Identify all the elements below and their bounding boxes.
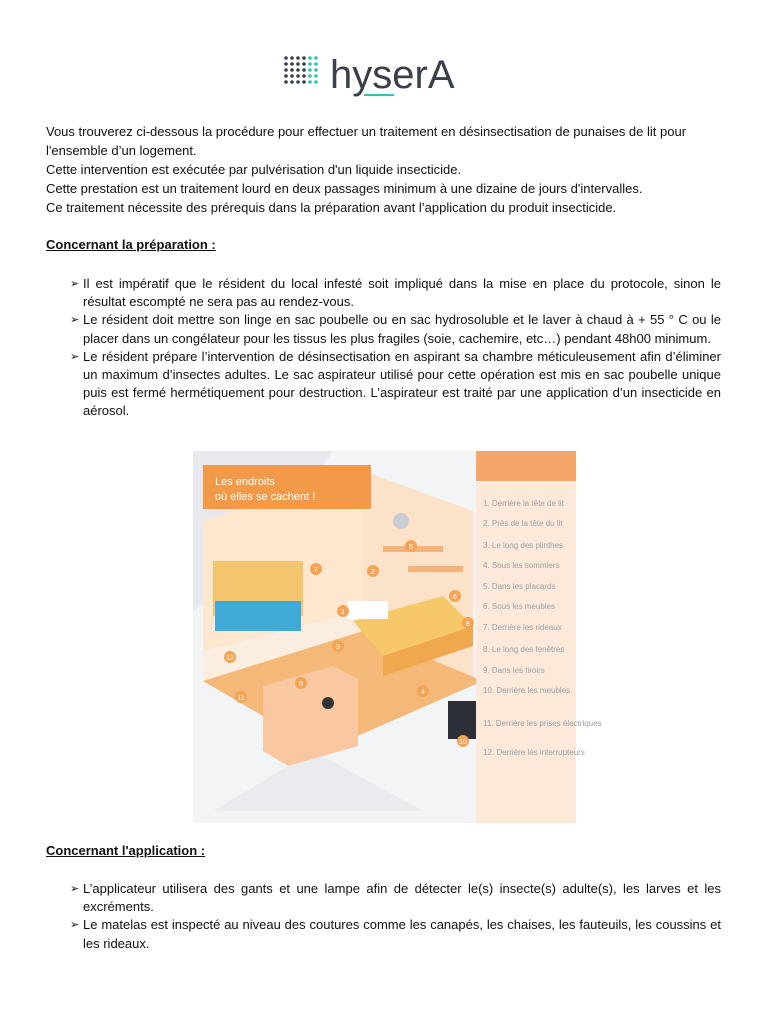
marker-number: 8 <box>466 621 470 628</box>
intro-paragraph: Ce traitement nécessite des prérequis dans la préparation avant l’application du produit insecticide. <box>46 200 617 215</box>
intro-paragraph: Vous trouverez ci-dessous la procédure pour effectuer un traitement en désinsectisation de punaises de lit pour l'ensemble d’un logement. <box>46 124 687 158</box>
legend-item: 2. Près de la tête du lit <box>483 519 563 528</box>
arrow-bullet-icon: ➢ <box>70 350 80 363</box>
intro-text <box>46 122 736 217</box>
list-item-text: Le matelas est inspecté au niveau des coutures comme les canapés, les chaises, les fauteuils, les coussins et les rideaux. <box>83 917 721 951</box>
list-item <box>70 311 721 347</box>
window-glass <box>215 601 301 631</box>
marker-number: 2 <box>371 569 375 576</box>
tv <box>448 701 476 739</box>
application-list <box>70 880 721 953</box>
legend-item: 12. Derrière les interrupteurs <box>483 748 585 757</box>
list-item <box>70 916 721 952</box>
preparation-heading: Concernant la préparation : <box>46 237 216 252</box>
legend-item: 5. Dans les placards <box>483 582 556 591</box>
marker-number: 10 <box>459 739 467 746</box>
application-heading: Concernant l'application : <box>46 843 206 858</box>
marker-number: 11 <box>237 695 245 702</box>
list-item <box>70 880 721 916</box>
list-item-text: Le résident prépare l’intervention de désinsectisation en aspirant sa chambre méticuleusement afin d’éliminer un maximum d’insectes adultes. Le sac aspirateur utilisé pour cette opération est mis en sac poubelle unique puis est fermé hermétiquement pour destruction. L’aspirateur est traité par une application d’un insecticide en aérosol. <box>83 348 721 419</box>
arrow-bullet-icon: ➢ <box>70 919 80 932</box>
legend-item: 6. Sous les meubles <box>483 602 556 611</box>
marker-number: 7 <box>314 567 318 574</box>
legend-item: 4. Sous les sommiers <box>483 561 560 570</box>
legend-item: 1. Derrière la tête de lit <box>483 499 564 508</box>
marker-number: 12 <box>226 655 234 662</box>
marker-number: 9 <box>299 681 303 688</box>
banner-line-1: Les endroits <box>215 476 275 488</box>
marker-number: 1 <box>341 609 345 616</box>
wall-lamp-icon <box>393 513 409 529</box>
arrow-bullet-icon: ➢ <box>70 278 80 290</box>
bedbug-hiding-places-illustration <box>193 451 602 823</box>
legend-item: 10. Derrière les meubles. <box>483 686 573 695</box>
list-item-text: Le résident doit mettre son linge en sac poubelle ou en sac hydrosoluble et le laver à chaud à + 55 ° C ou le placer dans un congélateur pour les tissus les plus fragiles (soie, cachemire, etc…) pendant 48h00 minimum. <box>83 312 721 346</box>
pillow <box>348 601 388 619</box>
hysera-logo <box>282 48 492 100</box>
legend-item: 3. Le long des plinthes <box>483 541 564 550</box>
intro-paragraph: Cette intervention est exécutée par pulvérisation d'un liquide insecticide. <box>46 162 462 177</box>
marker-number: 6 <box>453 594 457 601</box>
list-item <box>70 275 721 311</box>
marker-number: 5 <box>409 544 413 551</box>
preparation-list <box>70 275 721 421</box>
list-item <box>70 348 721 421</box>
logo-wordmark: hyserA <box>330 53 455 97</box>
arrow-bullet-icon: ➢ <box>70 883 80 895</box>
legend-item: 7. Derrière les rideaux <box>483 623 562 632</box>
legend-item: 8. Le long des fenêtres <box>483 645 565 654</box>
legend-item: 9. Dans les tiroirs <box>483 666 545 675</box>
banner-line-2: où elles se cachent ! <box>215 491 316 503</box>
intro-paragraph: Cette prestation est un traitement lourd en deux passages minimum à une dizaine de jours d'intervalles. <box>46 181 643 196</box>
dot-grid-icon <box>284 56 318 84</box>
legend-item: 11. Derrière les prises électriques <box>483 719 602 728</box>
marker-number: 4 <box>421 689 425 696</box>
marker-number: 3 <box>336 644 340 651</box>
list-item-text: Il est impératif que le résident du local infesté soit impliqué dans la mise en place du protocole, sinon le résultat escompté ne sera pas au rendez-vous. <box>83 276 721 310</box>
list-item-text: L’applicateur utilisera des gants et une lampe afin de détecter le(s) insecte(s) adulte(s), les larves et les excréments. <box>83 881 721 915</box>
arrow-bullet-icon: ➢ <box>70 314 80 327</box>
